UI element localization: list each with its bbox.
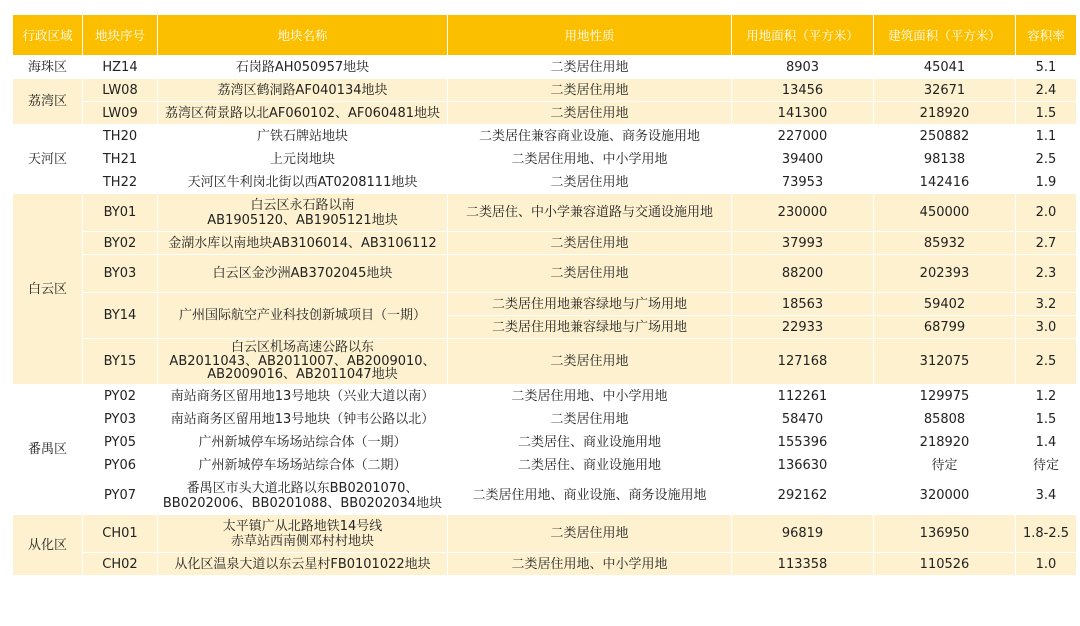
land-area-cell: 39400 bbox=[732, 148, 874, 171]
table-row bbox=[13, 232, 1077, 255]
land-use-cell: 二类居住用地 bbox=[448, 56, 732, 79]
parcel-name-cell: 广铁石牌站地块 bbox=[158, 125, 448, 148]
table-row bbox=[13, 385, 1077, 408]
parcel-name-line: 白云区机场高速公路以东 bbox=[230, 340, 374, 356]
table-row bbox=[13, 515, 1077, 553]
parcel-name-cell: 广州国际航空产业科技创新城项目（一期） bbox=[158, 293, 448, 339]
parcel-id-cell: BY15 bbox=[83, 339, 158, 385]
far-cell: 1.9 bbox=[1016, 171, 1077, 194]
far-cell: 1.0 bbox=[1016, 553, 1077, 576]
far-cell: 1.5 bbox=[1016, 408, 1077, 431]
parcel-name-line: 番禺区市头大道北路以东BB0201070、 bbox=[186, 480, 419, 496]
land-use-cell: 二类居住用地 bbox=[448, 339, 732, 385]
land-area-cell: 96819 bbox=[732, 515, 874, 553]
table-row bbox=[13, 553, 1077, 576]
district-cell: 海珠区 bbox=[13, 56, 83, 79]
parcel-name-cell: 荔湾区荷景路以北AF060102、AF060481地块 bbox=[158, 102, 448, 125]
building-area-cell: 59402 bbox=[874, 293, 1016, 316]
land-area-cell: 88200 bbox=[732, 255, 874, 293]
parcel-name-cell: 金湖水库以南地块AB3106014、AB3106112 bbox=[158, 232, 448, 255]
land-use-cell: 二类居住用地、商业设施、商务设施用地 bbox=[448, 477, 732, 515]
header-parcel-id: 地块序号 bbox=[83, 15, 158, 56]
land-area-cell: 73953 bbox=[732, 171, 874, 194]
parcel-name-cell: 广州新城停车场场站综合体（一期） bbox=[158, 431, 448, 454]
land-area-cell: 227000 bbox=[732, 125, 874, 148]
building-area-cell: 129975 bbox=[874, 385, 1016, 408]
table-row bbox=[13, 477, 1077, 515]
land-area-cell: 8903 bbox=[732, 56, 874, 79]
building-area-cell: 136950 bbox=[874, 515, 1016, 553]
far-cell: 1.8-2.5 bbox=[1016, 515, 1077, 553]
parcel-name-cell bbox=[158, 339, 448, 385]
parcel-name-cell bbox=[158, 515, 448, 553]
far-cell: 3.2 bbox=[1016, 293, 1077, 316]
parcel-name-cell: 上元岗地块 bbox=[158, 148, 448, 171]
building-area-cell: 450000 bbox=[874, 194, 1016, 232]
parcel-id-cell: CH01 bbox=[83, 515, 158, 553]
table-header-row bbox=[13, 15, 1077, 56]
land-area-cell: 13456 bbox=[732, 79, 874, 102]
building-area-cell: 312075 bbox=[874, 339, 1016, 385]
land-area-cell: 292162 bbox=[732, 477, 874, 515]
land-use-cell: 二类居住、商业设施用地 bbox=[448, 454, 732, 477]
far-cell: 1.5 bbox=[1016, 102, 1077, 125]
parcel-id-cell: PY03 bbox=[83, 408, 158, 431]
district-cell: 白云区 bbox=[13, 194, 83, 385]
parcel-name-cell: 天河区牛利岗北街以西AT0208111地块 bbox=[158, 171, 448, 194]
building-area-cell: 218920 bbox=[874, 102, 1016, 125]
header-parcel-name: 地块名称 bbox=[158, 15, 448, 56]
parcel-id-cell: BY14 bbox=[83, 293, 158, 339]
far-cell: 3.0 bbox=[1016, 316, 1077, 339]
far-cell: 1.2 bbox=[1016, 385, 1077, 408]
parcel-name-cell: 广州新城停车场场站综合体（二期） bbox=[158, 454, 448, 477]
building-area-cell: 85808 bbox=[874, 408, 1016, 431]
table-row bbox=[13, 255, 1077, 293]
land-use-cell: 二类居住用地、中小学用地 bbox=[448, 385, 732, 408]
building-area-cell: 32671 bbox=[874, 79, 1016, 102]
parcel-name-line: 白云区永石路以南 bbox=[250, 197, 355, 213]
building-area-cell: 218920 bbox=[874, 431, 1016, 454]
land-use-cell: 二类居住、商业设施用地 bbox=[448, 431, 732, 454]
parcel-name-cell: 荔湾区鹤洞路AF040134地块 bbox=[158, 79, 448, 102]
building-area-cell: 250882 bbox=[874, 125, 1016, 148]
parcel-id-cell: BY01 bbox=[83, 194, 158, 232]
parcel-name-line: AB2011043、AB2011007、AB2009010、 bbox=[169, 353, 436, 369]
parcel-name-line: AB1905120、AB1905121地块 bbox=[207, 212, 398, 228]
parcel-name-line: 赤草站西南侧邓村村地块 bbox=[230, 533, 374, 549]
parcel-id-cell: HZ14 bbox=[83, 56, 158, 79]
land-use-cell: 二类居住用地 bbox=[448, 515, 732, 553]
parcel-name-cell: 白云区金沙洲AB3702045地块 bbox=[158, 255, 448, 293]
parcel-name-line: AB2009016、AB2011047地块 bbox=[207, 367, 398, 383]
far-cell: 2.5 bbox=[1016, 148, 1077, 171]
building-area-cell: 320000 bbox=[874, 477, 1016, 515]
land-area-cell: 37993 bbox=[732, 232, 874, 255]
header-land-use: 用地性质 bbox=[448, 15, 732, 56]
land-area-cell: 136630 bbox=[732, 454, 874, 477]
parcel-name-cell bbox=[158, 194, 448, 232]
parcel-name-cell: 南站商务区留用地13号地块（兴业大道以南） bbox=[158, 385, 448, 408]
land-use-cell: 二类居住用地兼容绿地与广场用地 bbox=[448, 316, 732, 339]
header-floor-area-ratio: 容积率 bbox=[1016, 15, 1077, 56]
land-use-cell: 二类居住用地、中小学用地 bbox=[448, 553, 732, 576]
land-area-cell: 113358 bbox=[732, 553, 874, 576]
far-cell: 1.4 bbox=[1016, 431, 1077, 454]
land-use-cell: 二类居住用地、中小学用地 bbox=[448, 148, 732, 171]
parcel-id-cell: TH22 bbox=[83, 171, 158, 194]
table-row bbox=[13, 102, 1077, 125]
land-area-cell: 18563 bbox=[732, 293, 874, 316]
building-area-cell: 85932 bbox=[874, 232, 1016, 255]
parcel-name-cell: 石岗路AH050957地块 bbox=[158, 56, 448, 79]
land-use-cell: 二类居住用地 bbox=[448, 171, 732, 194]
land-use-cell: 二类居住用地 bbox=[448, 408, 732, 431]
district-cell: 荔湾区 bbox=[13, 79, 83, 125]
land-use-cell: 二类居住兼容商业设施、商务设施用地 bbox=[448, 125, 732, 148]
table-row bbox=[13, 148, 1077, 171]
parcel-id-cell: CH02 bbox=[83, 553, 158, 576]
building-area-cell: 98138 bbox=[874, 148, 1016, 171]
parcel-id-cell: BY03 bbox=[83, 255, 158, 293]
parcel-id-cell: TH21 bbox=[83, 148, 158, 171]
table-row bbox=[13, 171, 1077, 194]
far-cell: 2.7 bbox=[1016, 232, 1077, 255]
land-use-cell: 二类居住用地兼容绿地与广场用地 bbox=[448, 293, 732, 316]
district-cell: 从化区 bbox=[13, 515, 83, 576]
land-area-cell: 58470 bbox=[732, 408, 874, 431]
building-area-cell: 202393 bbox=[874, 255, 1016, 293]
parcel-name-cell: 南站商务区留用地13号地块（钟韦公路以北） bbox=[158, 408, 448, 431]
land-area-cell: 141300 bbox=[732, 102, 874, 125]
header-land-area: 用地面积（平方米） bbox=[732, 15, 874, 56]
parcel-id-cell: LW08 bbox=[83, 79, 158, 102]
land-use-cell: 二类居住用地 bbox=[448, 255, 732, 293]
land-use-cell: 二类居住用地 bbox=[448, 79, 732, 102]
table-row bbox=[13, 431, 1077, 454]
district-cell: 番禺区 bbox=[13, 385, 83, 515]
land-area-cell: 127168 bbox=[732, 339, 874, 385]
far-cell: 2.0 bbox=[1016, 194, 1077, 232]
land-use-cell: 二类居住、中小学兼容道路与交通设施用地 bbox=[448, 194, 732, 232]
table-row bbox=[13, 293, 1077, 316]
header-building-area: 建筑面积（平方米） bbox=[874, 15, 1016, 56]
land-parcel-table bbox=[12, 14, 1077, 576]
land-use-cell: 二类居住用地 bbox=[448, 102, 732, 125]
land-use-cell: 二类居住用地 bbox=[448, 232, 732, 255]
far-cell: 5.1 bbox=[1016, 56, 1077, 79]
land-area-cell: 22933 bbox=[732, 316, 874, 339]
table-row bbox=[13, 454, 1077, 477]
land-area-cell: 230000 bbox=[732, 194, 874, 232]
parcel-id-cell: PY05 bbox=[83, 431, 158, 454]
far-cell: 3.4 bbox=[1016, 477, 1077, 515]
table-row bbox=[13, 56, 1077, 79]
far-cell: 2.4 bbox=[1016, 79, 1077, 102]
table-row bbox=[13, 125, 1077, 148]
far-cell: 2.5 bbox=[1016, 339, 1077, 385]
land-area-cell: 112261 bbox=[732, 385, 874, 408]
far-cell: 2.3 bbox=[1016, 255, 1077, 293]
parcel-name-cell: 从化区温泉大道以东云星村FB0101022地块 bbox=[158, 553, 448, 576]
table-row bbox=[13, 194, 1077, 232]
land-area-cell: 155396 bbox=[732, 431, 874, 454]
parcel-id-cell: PY06 bbox=[83, 454, 158, 477]
building-area-cell: 110526 bbox=[874, 553, 1016, 576]
district-cell: 天河区 bbox=[13, 125, 83, 194]
parcel-name-line: 太平镇广从北路地铁14号线 bbox=[222, 518, 383, 534]
table-row bbox=[13, 79, 1077, 102]
parcel-id-cell: LW09 bbox=[83, 102, 158, 125]
parcel-id-cell: PY02 bbox=[83, 385, 158, 408]
table-row bbox=[13, 408, 1077, 431]
header-district: 行政区域 bbox=[13, 15, 83, 56]
building-area-cell: 142416 bbox=[874, 171, 1016, 194]
parcel-name-cell bbox=[158, 477, 448, 515]
parcel-id-cell: PY07 bbox=[83, 477, 158, 515]
parcel-id-cell: BY02 bbox=[83, 232, 158, 255]
building-area-cell: 68799 bbox=[874, 316, 1016, 339]
parcel-name-line: BB0202006、BB0201088、BB0202034地块 bbox=[162, 495, 443, 511]
far-cell: 1.1 bbox=[1016, 125, 1077, 148]
building-area-cell: 45041 bbox=[874, 56, 1016, 79]
table-row bbox=[13, 339, 1077, 385]
parcel-id-cell: TH20 bbox=[83, 125, 158, 148]
building-area-cell: 待定 bbox=[874, 454, 1016, 477]
far-cell: 待定 bbox=[1016, 454, 1077, 477]
